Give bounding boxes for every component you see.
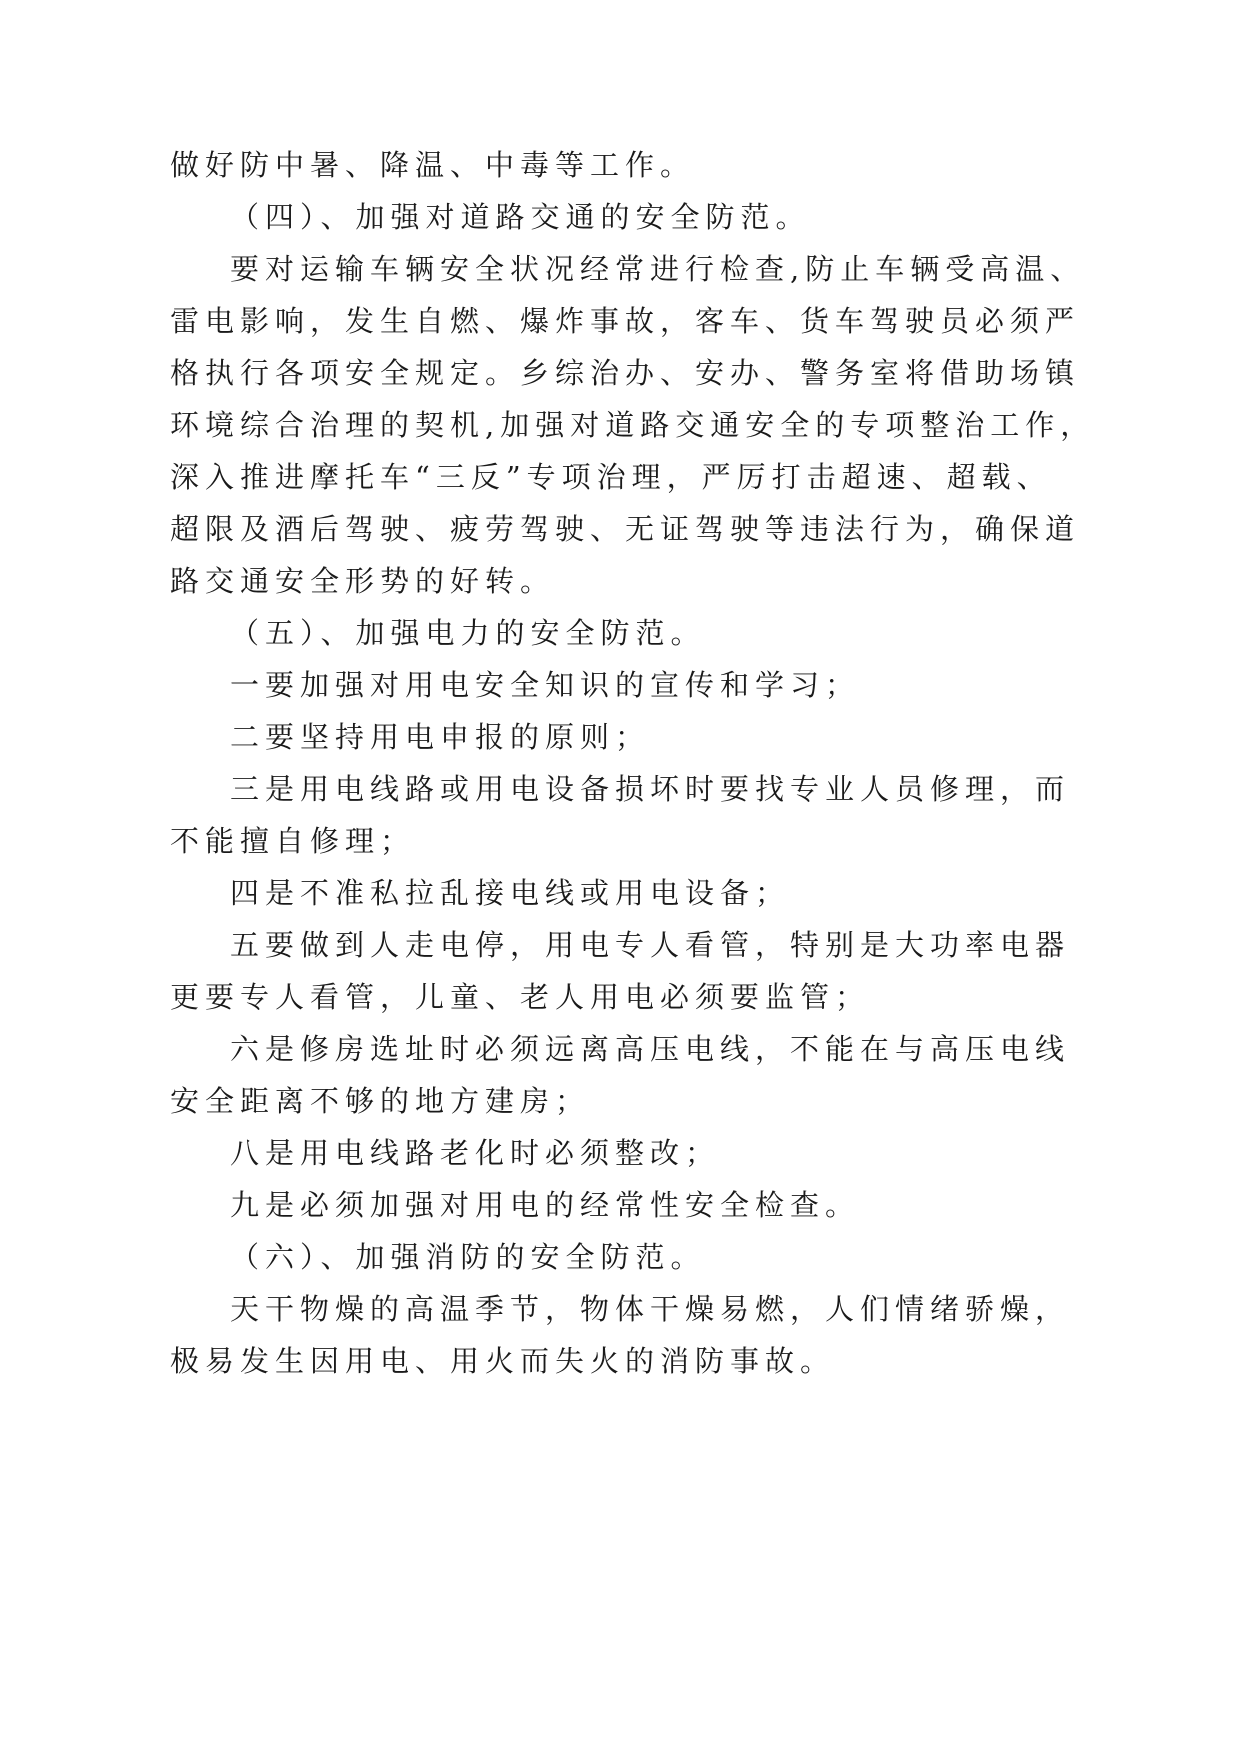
text-line: 不能擅自修理；	[170, 824, 416, 858]
text-line: 一要加强对用电安全知识的宣传和学习；	[230, 668, 861, 702]
text-line: 极易发生因用电、用火而失火的消防事故。	[170, 1344, 836, 1378]
section-heading: （五）、加强电力的安全防范。	[230, 616, 706, 650]
text-line: 超限及酒后驾驶、疲劳驾驶、无证驾驶等违法行为，确保道	[170, 512, 1081, 546]
text-line: 天干物燥的高温季节，物体干燥易燃，人们情绪骄燥，	[230, 1292, 1071, 1326]
text-line: 雷电影响，发生自燃、爆炸事故，客车、货车驾驶员必须严	[170, 304, 1081, 338]
text-line: 格执行各项安全规定。乡综治办、安办、警务室将借助场镇	[170, 356, 1081, 390]
text-line: 六是修房选址时必须远离高压电线，不能在与高压电线	[230, 1032, 1071, 1066]
text-line: 路交通安全形势的好转。	[170, 564, 556, 598]
text-line: 四是不准私拉乱接电线或用电设备；	[230, 876, 791, 910]
text-line: 三是用电线路或用电设备损坏时要找专业人员修理，而	[230, 772, 1071, 806]
section-heading: （四）、加强对道路交通的安全防范。	[230, 200, 811, 234]
text-line: 安全距离不够的地方建房；	[170, 1084, 591, 1118]
section-heading: （六）、加强消防的安全防范。	[230, 1240, 706, 1274]
text-line: 更要专人看管，儿童、老人用电必须要监管；	[170, 980, 871, 1014]
text-line: 深入推进摩托车“三反”专项治理，严厉打击超速、超载、	[170, 460, 1052, 494]
text-line: 要对运输车辆安全状况经常进行检查,防止车辆受高温、	[230, 252, 1086, 286]
text-line: 二要坚持用电申报的原则；	[230, 720, 651, 754]
text-line: 八是用电线路老化时必须整改；	[230, 1136, 721, 1170]
text-line: 环境综合治理的契机,加强对道路交通安全的专项整治工作，	[170, 408, 1096, 442]
text-line: 做好防中暑、降温、中毒等工作。	[170, 148, 696, 182]
text-line: 九是必须加强对用电的经常性安全检查。	[230, 1188, 861, 1222]
text-line: 五要做到人走电停，用电专人看管，特别是大功率电器	[230, 928, 1071, 962]
